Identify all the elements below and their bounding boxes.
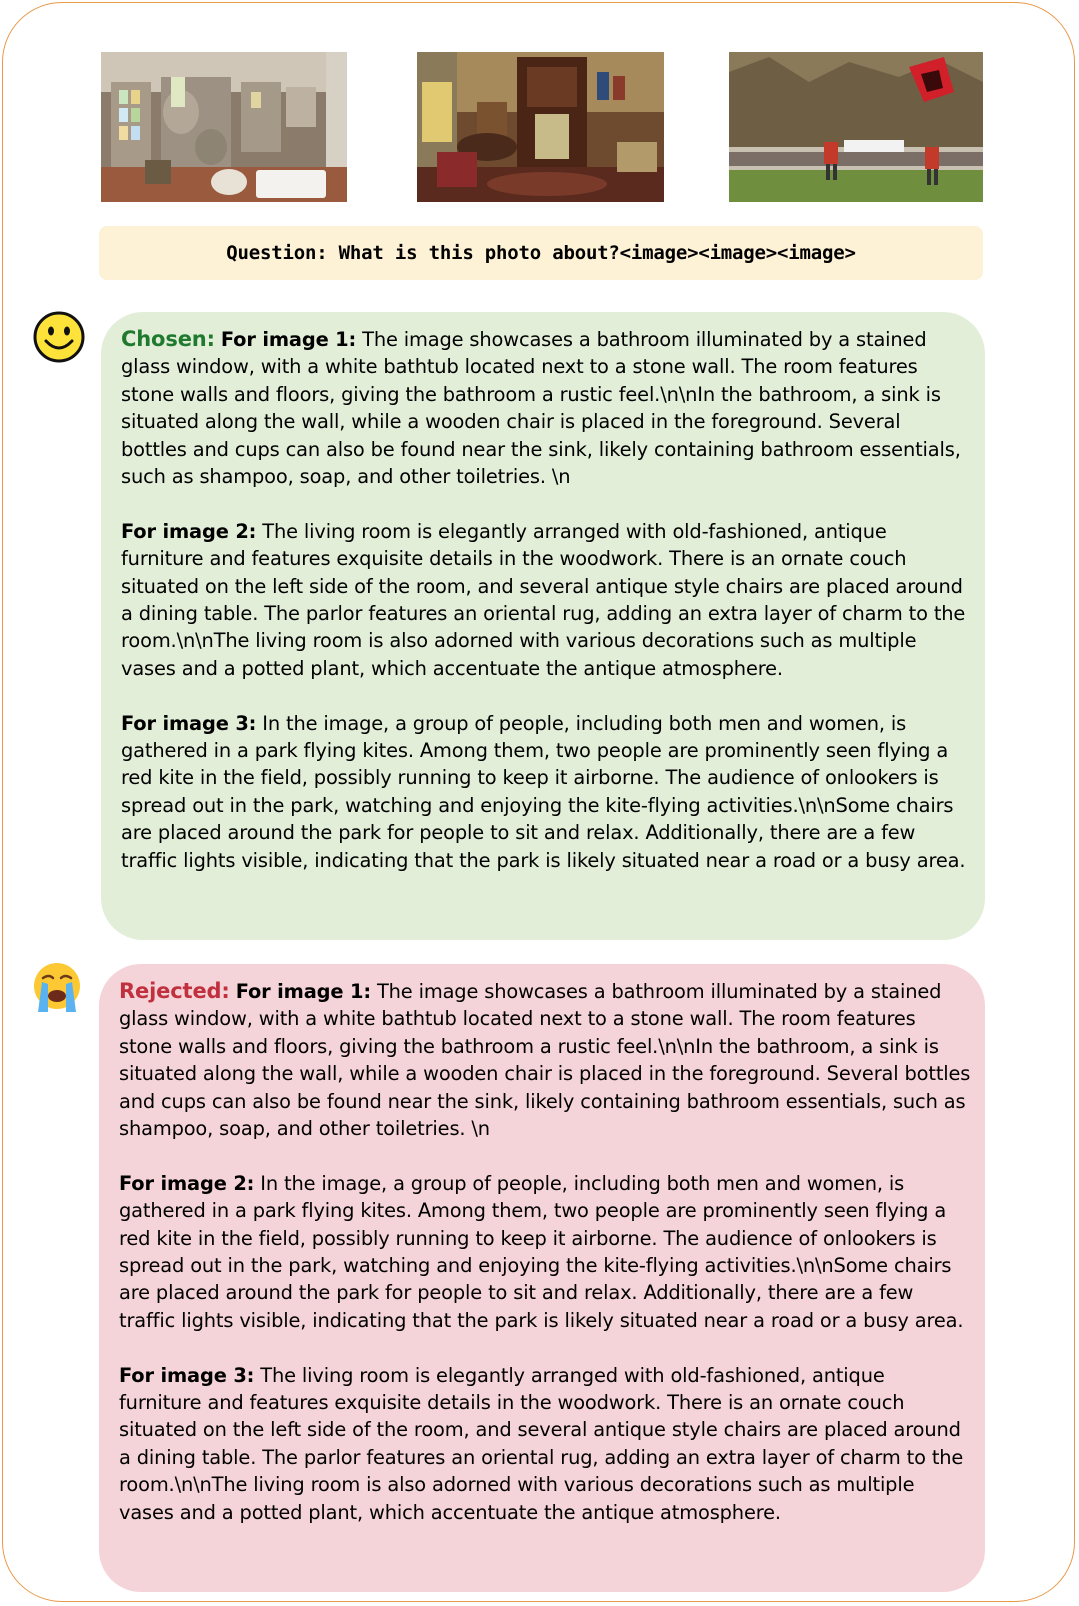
living-room-photo	[417, 52, 664, 202]
chosen-item-text: The living room is elegantly arranged with old-fashioned, antique furniture and features exquisite details in the woodwork. There is an ornate couch situated on the left side of the room, and several antique style chairs are placed around a dining table. The parlor features an oriental rug, adding an extra layer of charm to the room.\n\nThe living room is also adorned with various decorations such as multiple vases and a potted plant, which accentuate the antique atmosphere.	[121, 519, 966, 680]
rejected-item-text: The image showcases a bathroom illuminated by a stained glass window, with a white bathtub located next to a stone wall. The room features stone walls and floors, giving the bathroom a rustic feel.\n\nIn the bathroom, a sink is situated along the wall, while a wooden chair is placed in the foreground. Several bottles and cups can also be found near the sink, likely containing bathroom essentials, such as shampoo, soap, and other toiletries. \n	[119, 980, 971, 1141]
chosen-item-header: For image 1:	[220, 328, 357, 351]
crying-face-icon	[29, 958, 85, 1014]
chosen-item-3	[121, 710, 971, 874]
rejected-item-2	[119, 1170, 971, 1334]
rejected-item-header: For image 3:	[119, 1363, 255, 1387]
smiley-face-icon	[31, 309, 87, 365]
chosen-item-header: For image 3:	[121, 711, 257, 735]
bathroom-photo	[101, 52, 347, 202]
park-kite-photo	[729, 52, 983, 202]
rejected-item-3	[119, 1362, 971, 1526]
chosen-item-text: In the image, a group of people, including both men and women, is gathered in a park flying kites. Among them, two people are prominently seen flying a red kite in the field, possibly running to keep it airborne. The audience of onlookers is spread out in the park, watching and enjoying the kite-flying activities.\n\nSome chairs are placed around the park for people to sit and relax. Additionally, there are a few traffic lights visible, indicating that the park is likely situated near a road or a busy area.	[121, 711, 966, 872]
chosen-item-text: The image showcases a bathroom illuminated by a stained glass window, with a white bathtub located next to a stone wall. The room features stone walls and floors, giving the bathroom a rustic feel.\n\nIn the bathroom, a sink is situated along the wall, while a wooden chair is placed in the foreground. Several bottles and cups can also be found near the sink, likely containing bathroom essentials, such as shampoo, soap, and other toiletries. \n	[121, 328, 961, 489]
chosen-item-header: For image 2:	[121, 519, 257, 543]
rejected-item-text: In the image, a group of people, including both men and women, is gathered in a park flying kites. Among them, two people are prominently seen flying a red kite in the field, possibly running to keep it airborne. The audience of onlookers is spread out in the park, watching and enjoying the kite-flying activities.\n\nSome chairs are placed around the park for people to sit and relax. Additionally, there are a few traffic lights visible, indicating that the park is likely situated near a road or a busy area.	[119, 1171, 964, 1332]
chosen-response-bubble	[101, 312, 985, 940]
rejected-response-bubble	[99, 964, 985, 1592]
question-text: Question: What is this photo about?<image><image><image>	[226, 242, 856, 264]
rejected-item-header: For image 1:	[235, 980, 371, 1003]
rejected-item-1	[119, 978, 971, 1142]
chosen-tag: Chosen:	[121, 327, 215, 351]
rejected-tag: Rejected:	[119, 979, 230, 1003]
rejected-item-header: For image 2:	[119, 1171, 255, 1195]
chosen-item-2	[121, 518, 971, 682]
rejected-item-text: The living room is elegantly arranged with old-fashioned, antique furniture and features exquisite details in the woodwork. There is an ornate couch situated on the left side of the room, and several antique style chairs are placed around a dining table. The parlor features an oriental rug, adding an extra layer of charm to the room.\n\nThe living room is also adorned with various decorations such as multiple vases and a potted plant, which accentuate the antique atmosphere.	[119, 1363, 964, 1524]
chosen-item-1	[121, 326, 971, 490]
question-box	[99, 226, 983, 280]
